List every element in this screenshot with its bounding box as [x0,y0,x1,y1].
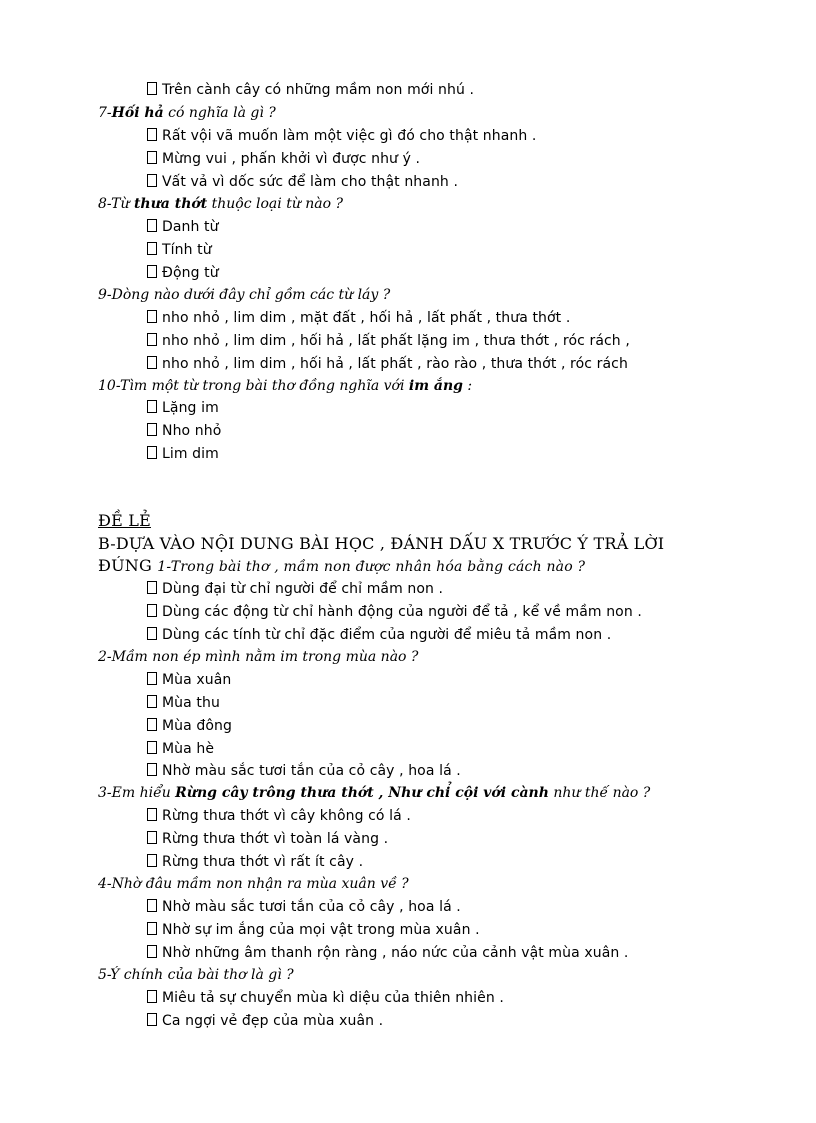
answer-option: Rừng thưa thớt vì toàn lá vàng . [147,829,388,849]
answer-option: Danh từ [147,217,219,237]
checkbox-icon[interactable] [147,604,157,617]
checkbox-icon[interactable] [147,854,157,867]
answer-option: Trên cành cây có những mầm non mới nhú . [147,80,474,100]
checkbox-icon[interactable] [147,242,157,255]
checkbox-icon[interactable] [147,151,157,164]
checkbox-icon[interactable] [147,310,157,323]
answer-option: Rất vội vã muốn làm một việc gì đó cho thật nhanh . [147,126,536,146]
checkbox-icon[interactable] [147,922,157,935]
answer-option: Vất vả vì dốc sức để làm cho thật nhanh . [147,172,458,192]
answer-option: Lặng im [147,398,219,418]
question-2: 2-Mầm non ép mình nằm im trong mùa nào ? [98,649,419,665]
checkbox-icon[interactable] [147,695,157,708]
checkbox-icon[interactable] [147,831,157,844]
checkbox-icon[interactable] [147,423,157,436]
section-title: ĐỀ LẺ [98,511,151,530]
answer-option: Mùa xuân [147,670,231,690]
checkbox-icon[interactable] [147,672,157,685]
answer-option: Dùng đại từ chỉ người để chỉ mầm non . [147,579,443,599]
question-7: 7-Hối hả có nghĩa là gì ? [98,105,276,121]
answer-option: Mừng vui , phấn khởi vì được như ý . [147,149,420,169]
answer-option: Động từ [147,263,219,283]
answer-option: Nhờ màu sắc tươi tắn của cỏ cây , hoa lá . [147,761,461,781]
question-8: 8-Từ thưa thớt thuộc loại từ nào ? [98,196,344,212]
answer-option: Nhờ sự im ắng của mọi vật trong mùa xuân . [147,920,480,940]
checkbox-icon[interactable] [147,446,157,459]
answer-option: Nho nhỏ [147,421,221,441]
answer-option: Tính từ [147,240,212,260]
checkbox-icon[interactable] [147,82,157,95]
checkbox-icon[interactable] [147,627,157,640]
answer-option: Mùa đông [147,716,232,736]
checkbox-icon[interactable] [147,265,157,278]
answer-option: Mùa hè [147,739,214,759]
checkbox-icon[interactable] [147,219,157,232]
checkbox-icon[interactable] [147,1013,157,1026]
answer-option: Rừng thưa thớt vì cây không có lá . [147,806,411,826]
answer-option: Dùng các động từ chỉ hành động của người để tả , kể về mầm non . [147,602,642,622]
answer-option: Nhờ những âm thanh rộn ràng , náo nức của cảnh vật mùa xuân . [147,943,628,963]
question-4: 4-Nhờ đâu mầm non nhận ra mùa xuân về ? [98,876,409,892]
checkbox-icon[interactable] [147,990,157,1003]
answer-option: Nhờ màu sắc tươi tắn của cỏ cây , hoa lá . [147,897,461,917]
checkbox-icon[interactable] [147,174,157,187]
question-1: ĐÚNG 1-Trong bài thơ , mầm non được nhân hóa bằng cách nào ? [98,556,586,575]
answer-option: Rừng thưa thớt vì rất ít cây . [147,852,363,872]
checkbox-icon[interactable] [147,400,157,413]
question-3: 3-Em hiểu Rừng cây trông thưa thớt , Như chỉ cội với cành như thế nào ? [98,785,651,801]
answer-option: nho nhỏ , lim dim , hối hả , lất phất lặng im , thưa thớt , róc rách , [147,331,630,351]
checkbox-icon[interactable] [147,945,157,958]
checkbox-icon[interactable] [147,899,157,912]
checkbox-icon[interactable] [147,741,157,754]
answer-option: Lim dim [147,444,219,464]
answer-option: Ca ngợi vẻ đẹp của mùa xuân . [147,1011,383,1031]
question-10: 10-Tìm một từ trong bài thơ đồng nghĩa với im ắng : [98,378,473,394]
answer-option: Miêu tả sự chuyển mùa kì diệu của thiên nhiên . [147,988,504,1008]
question-9: 9-Dòng nào dưới đây chỉ gồm các từ láy ? [98,287,391,303]
checkbox-icon[interactable] [147,808,157,821]
checkbox-icon[interactable] [147,333,157,346]
checkbox-icon[interactable] [147,128,157,141]
answer-option: Mùa thu [147,693,220,713]
section-heading: B-DỰA VÀO NỘI DUNG BÀI HỌC , ĐÁNH DẤU X TRƯỚC Ý TRẢ LỜI [98,534,665,553]
checkbox-icon[interactable] [147,356,157,369]
answer-option: nho nhỏ , lim dim , hối hả , lất phất , rào rào , thưa thớt , róc rách [147,354,628,374]
answer-option: nho nhỏ , lim dim , mặt đất , hối hả , lất phất , thưa thớt . [147,308,570,328]
answer-option: Dùng các tính từ chỉ đặc điểm của người để miêu tả mầm non . [147,625,611,645]
checkbox-icon[interactable] [147,718,157,731]
question-5: 5-Ý chính của bài thơ là gì ? [98,967,294,983]
checkbox-icon[interactable] [147,581,157,594]
checkbox-icon[interactable] [147,763,157,776]
